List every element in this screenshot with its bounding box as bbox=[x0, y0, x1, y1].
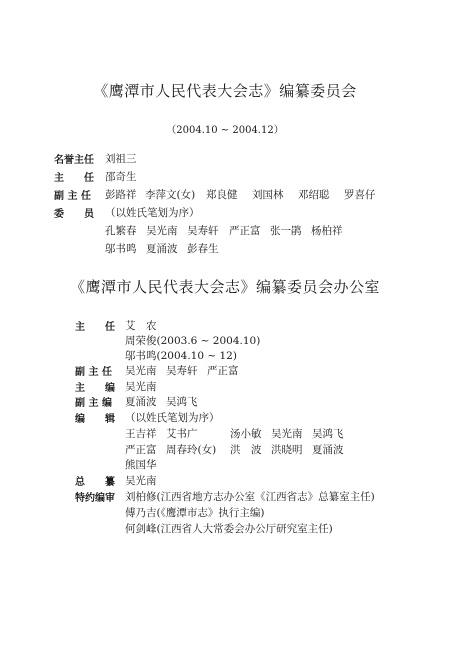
row-value: 吴光南 bbox=[125, 381, 157, 393]
row-director bbox=[54, 169, 414, 187]
name: 汤小敏 bbox=[230, 428, 262, 440]
row-label: 主 编 bbox=[75, 383, 115, 394]
row-value: （以姓氏笔划为序） bbox=[125, 412, 220, 424]
section2-title: 《鹰潭市人民代表大会志》编纂委员会办公室 bbox=[69, 278, 380, 296]
row-value: 艾 农 bbox=[125, 320, 157, 332]
name: 郑良健 bbox=[206, 189, 238, 201]
name: 严正富 bbox=[125, 444, 157, 456]
name: 吴鸿飞 bbox=[166, 396, 198, 408]
name: 吴寿轩 bbox=[187, 225, 219, 237]
row-value: 熊国华 bbox=[125, 459, 157, 471]
row-honorary-director bbox=[54, 151, 414, 169]
row-value: 刘祖三 bbox=[105, 153, 137, 165]
row-deputy-directors bbox=[54, 187, 414, 205]
row-label: 委 员 bbox=[54, 209, 94, 220]
row-value: 何剑峰(江西省人大常委会办公厅研究室主任) bbox=[125, 523, 333, 535]
name: 艾书广 bbox=[166, 428, 198, 440]
row-special-reviewer-3 bbox=[75, 521, 415, 539]
name: 吴光南 bbox=[271, 428, 303, 440]
row-members-names-2 bbox=[54, 241, 414, 259]
name: 吴寿轩 bbox=[166, 365, 198, 377]
row-members bbox=[54, 205, 414, 223]
name: 彭路祥 bbox=[105, 189, 137, 201]
row-value: 刘柏修(江西省地方志办公室《江西省志》总纂室主任) bbox=[125, 491, 375, 503]
name: 夏涌波 bbox=[312, 444, 344, 456]
row-value: 邬书鸣(2004.10 ~ 12) bbox=[125, 350, 237, 362]
name: 洪晓明 bbox=[271, 444, 303, 456]
name: 吴鸿飞 bbox=[312, 428, 344, 440]
name: 彭春生 bbox=[187, 243, 219, 255]
row-value: 周荣俊(2003.6 ~ 2004.10) bbox=[125, 335, 261, 347]
row-value: 邵奇生 bbox=[105, 171, 137, 183]
name: 夏涌波 bbox=[125, 396, 157, 408]
name: 孔繁春 bbox=[105, 225, 137, 237]
name: 洪 波 bbox=[230, 444, 262, 456]
row-label: 副 主 任 bbox=[75, 367, 112, 378]
name: 周春玲(女) bbox=[166, 444, 217, 456]
name: 邬书鸣 bbox=[105, 243, 137, 255]
name: 杨柏祥 bbox=[311, 225, 343, 237]
row-value: 傅乃吉(《鹰潭市志》执行主编) bbox=[125, 507, 265, 519]
name: 吴光南 bbox=[125, 365, 157, 377]
name: 邓绍聪 bbox=[298, 189, 330, 201]
row-label: 副 主 编 bbox=[75, 398, 112, 409]
row-value: 吴光南 bbox=[125, 475, 157, 487]
row-label: 名誉主任 bbox=[54, 155, 94, 166]
name: 王吉祥 bbox=[125, 428, 157, 440]
name: 夏涌波 bbox=[146, 243, 178, 255]
row-label: 副 主 任 bbox=[54, 191, 91, 202]
section1-period: （2004.10 ~ 2004.12） bbox=[166, 125, 284, 136]
name: 罗喜仔 bbox=[344, 189, 376, 201]
section1-title: 《鹰潭市人民代表大会志》编纂委员会 bbox=[93, 82, 357, 100]
name: 张一鹃 bbox=[270, 225, 302, 237]
name: 严正富 bbox=[207, 365, 239, 377]
row-label: 总 纂 bbox=[75, 477, 115, 488]
row-label: 编 辑 bbox=[75, 414, 115, 425]
row-label: 主 任 bbox=[54, 173, 94, 184]
name: 李萍文(女) bbox=[145, 189, 196, 201]
name: 吴光南 bbox=[146, 225, 178, 237]
name: 严正富 bbox=[229, 225, 261, 237]
row-members-names-1 bbox=[54, 223, 414, 241]
row-label: 主 任 bbox=[75, 322, 115, 333]
row-value: （以姓氏笔划为序） bbox=[105, 207, 200, 219]
name: 刘国林 bbox=[252, 189, 284, 201]
row-label: 特约编审 bbox=[75, 493, 115, 504]
